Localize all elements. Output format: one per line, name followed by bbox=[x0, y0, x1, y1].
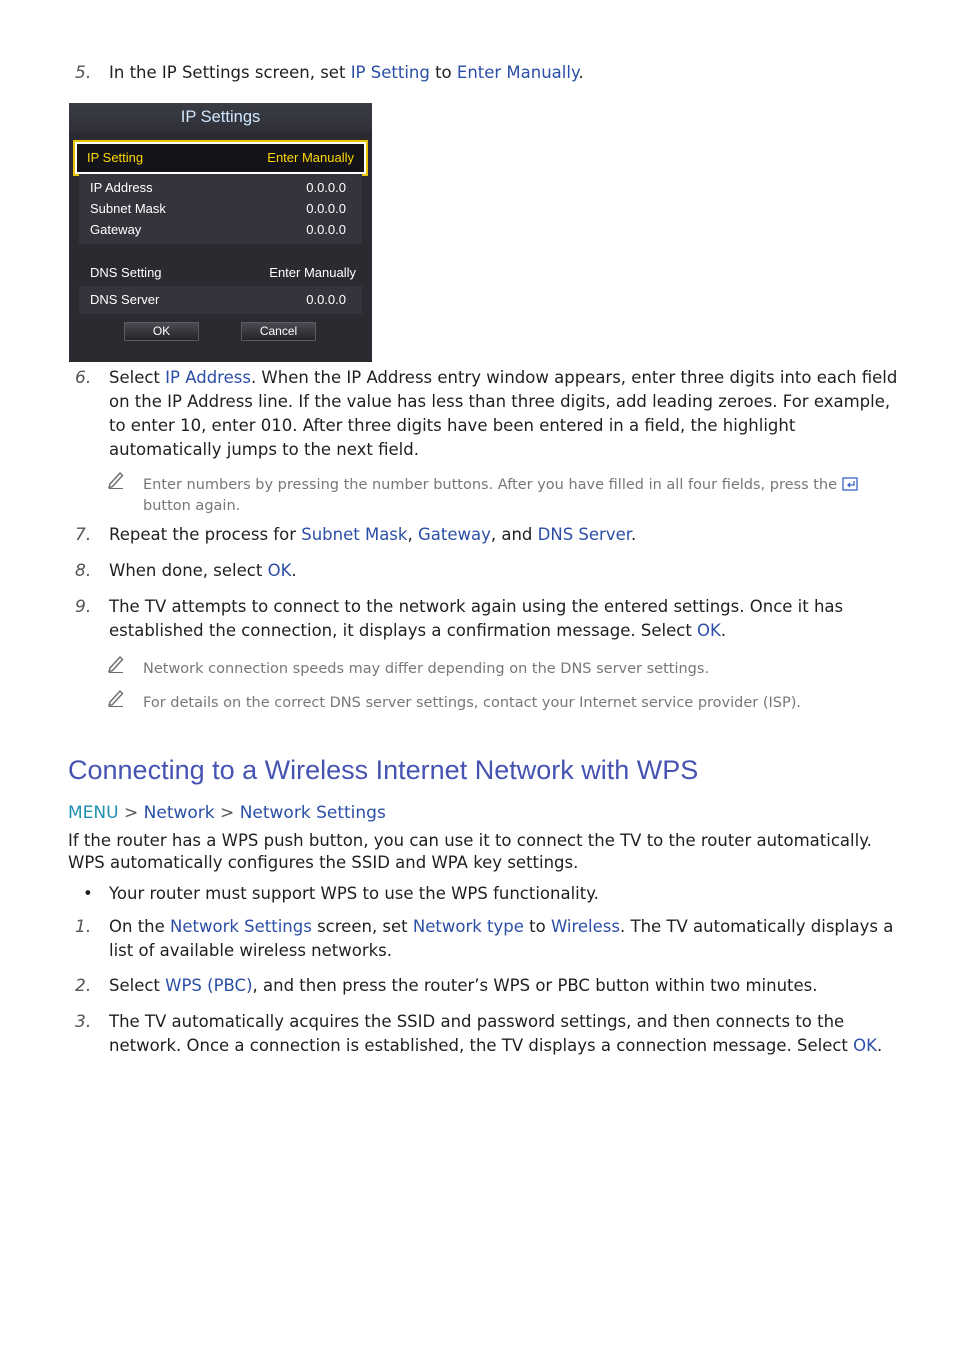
text-run: On the bbox=[109, 917, 171, 936]
text-run: When done, select bbox=[109, 561, 268, 580]
dns-server-label: DNS Server bbox=[90, 292, 160, 307]
ip-settings-panel bbox=[69, 103, 372, 362]
gateway-label: Gateway bbox=[90, 222, 142, 237]
step-5: 5. In the IP Settings screen, set IP Setting to Enter Manually. bbox=[75, 63, 584, 83]
ip-address-label: IP Address bbox=[90, 180, 153, 195]
ip-setting-label: IP Setting bbox=[87, 150, 144, 165]
text-run: Select bbox=[109, 976, 166, 995]
step-8: 8. When done, select OK. bbox=[75, 561, 297, 581]
ip-setting-row[interactable] bbox=[75, 142, 366, 174]
ip-address-value: 0.0.0.0 bbox=[306, 180, 346, 195]
address-group bbox=[79, 174, 362, 244]
text-run: Repeat the process for bbox=[109, 525, 302, 544]
step-6: 6. Select IP Address. When the IP Address entry window appears, enter three digits into each field on the IP Address line. If the value has less than three digits, add leading zeroes. For example, to enter 10, enter 010. After three digits have been entered in a field, the highlight automatically jumps to the next field. bbox=[75, 368, 898, 459]
dns-server-value: 0.0.0.0 bbox=[306, 292, 346, 307]
wps-step-3: 3. The TV automatically acquires the SSID and password settings, and then connects to the network. Once a connection is established, the TV displays a connection message. Select OK. bbox=[75, 1012, 883, 1055]
text-run: screen, set bbox=[311, 917, 413, 936]
subnet-mask-value: 0.0.0.0 bbox=[306, 201, 346, 216]
step-9: 9. The TV attempts to connect to the network again using the entered settings. Once it has established the connection, it displays a confirmation message. Select OK. bbox=[75, 597, 844, 640]
gateway-value: 0.0.0.0 bbox=[306, 222, 346, 237]
dns-server-row[interactable] bbox=[90, 290, 346, 310]
subnet-mask-row[interactable] bbox=[90, 199, 346, 219]
breadcrumb-network-settings[interactable]: Network Settings bbox=[239, 803, 386, 823]
pencil-note-icon bbox=[107, 653, 125, 673]
text-run: . bbox=[876, 1036, 883, 1055]
ui-term: DNS Server bbox=[537, 525, 632, 544]
ui-term: IP Setting bbox=[350, 63, 430, 82]
section-heading: Connecting to a Wireless Internet Network with WPS bbox=[68, 755, 699, 785]
ui-term: Enter Manually bbox=[456, 63, 579, 82]
text-run: , bbox=[407, 525, 418, 544]
text-run: In the IP Settings screen, set bbox=[109, 63, 351, 82]
ui-term: OK bbox=[697, 621, 721, 640]
breadcrumb-network[interactable]: Network bbox=[143, 803, 215, 823]
enter-button-icon bbox=[842, 477, 860, 491]
ui-term: WPS (PBC) bbox=[165, 976, 253, 995]
dns-setting-label: DNS Setting bbox=[90, 265, 162, 280]
ui-term: Network type bbox=[412, 917, 524, 936]
text-run: Select bbox=[109, 368, 166, 387]
ui-term: IP Address bbox=[165, 368, 251, 387]
intro-paragraph: If the router has a WPS push button, you can use it to connect the TV to the router automatically. WPS automatically configures the SSID and WPA key settings. bbox=[68, 831, 872, 872]
ui-term: Gateway bbox=[417, 525, 491, 544]
pencil-note-icon bbox=[107, 687, 125, 707]
breadcrumb bbox=[68, 801, 898, 825]
dns-setting-value: Enter Manually bbox=[269, 265, 356, 280]
ip-address-row[interactable] bbox=[90, 178, 346, 198]
breadcrumb-menu[interactable]: MENU bbox=[68, 803, 119, 823]
text-run: The TV attempts to connect to the network again using the entered settings. Once it has established the connection, it displays a confirmation message. Select bbox=[109, 597, 844, 640]
text-run: , and then press the router’s WPS or PBC button within two minutes. bbox=[252, 976, 818, 995]
wps-step-1: 1. On the Network Settings screen, set Network type to Wireless. The TV automatically displays a list of available wireless networks. bbox=[75, 917, 894, 960]
cancel-button[interactable]: Cancel bbox=[241, 322, 316, 341]
text-run: . When the IP Address entry window appears, enter three digits into each field on the IP Address line. If the value has less than three digits, add leading zeroes. For example, to enter 10, enter 010. After three digits have been entered in a field, the highlight automatically jumps to the next field. bbox=[109, 368, 898, 459]
ip-setting-value: Enter Manually bbox=[267, 150, 354, 165]
note-enter-numbers: Enter numbers by pressing the number buttons. After you have filled in all four fields, press the button again. bbox=[143, 475, 863, 517]
text-run: , and bbox=[490, 525, 538, 544]
text-run: to bbox=[429, 63, 457, 82]
text-run: The TV automatically acquires the SSID and password settings, and then connects to the network. Once a connection is established, the TV displays a connection message. Select bbox=[109, 1012, 854, 1055]
text-run: to bbox=[523, 917, 551, 936]
note-isp: For details on the correct DNS server settings, contact your Internet service provider (ISP). bbox=[143, 693, 863, 714]
ui-term: OK bbox=[267, 561, 292, 580]
text-run: . bbox=[631, 525, 637, 544]
bullet-item: • Your router must support WPS to use the WPS functionality. bbox=[83, 884, 599, 903]
ui-term: OK bbox=[853, 1036, 877, 1055]
ui-term: Network Settings bbox=[170, 917, 312, 936]
chevron-right-icon: > bbox=[123, 803, 144, 823]
ok-button[interactable]: OK bbox=[124, 322, 199, 341]
text-run: . bbox=[291, 561, 297, 580]
subnet-mask-label: Subnet Mask bbox=[90, 201, 166, 216]
text-run: . bbox=[720, 621, 727, 640]
ui-term: Wireless bbox=[550, 917, 620, 936]
dns-server-group bbox=[79, 286, 362, 314]
wps-step-2: 2. Select WPS (PBC), and then press the router’s WPS or PBC button within two minutes. bbox=[75, 976, 818, 996]
ui-term: Subnet Mask bbox=[301, 525, 408, 544]
text-run: . The TV automatically displays a list of available wireless networks. bbox=[109, 917, 894, 960]
dns-setting-row[interactable] bbox=[90, 263, 356, 283]
step-7: 7. Repeat the process for Subnet Mask, Gateway, and DNS Server. bbox=[75, 525, 637, 545]
text-run: . bbox=[578, 63, 584, 82]
chevron-right-icon: > bbox=[220, 803, 240, 823]
pencil-note-icon bbox=[107, 469, 125, 489]
gateway-row[interactable] bbox=[90, 220, 346, 240]
note-dns-speed: Network connection speeds may differ depending on the DNS server settings. bbox=[143, 659, 863, 680]
panel-title: IP Settings bbox=[69, 103, 372, 133]
